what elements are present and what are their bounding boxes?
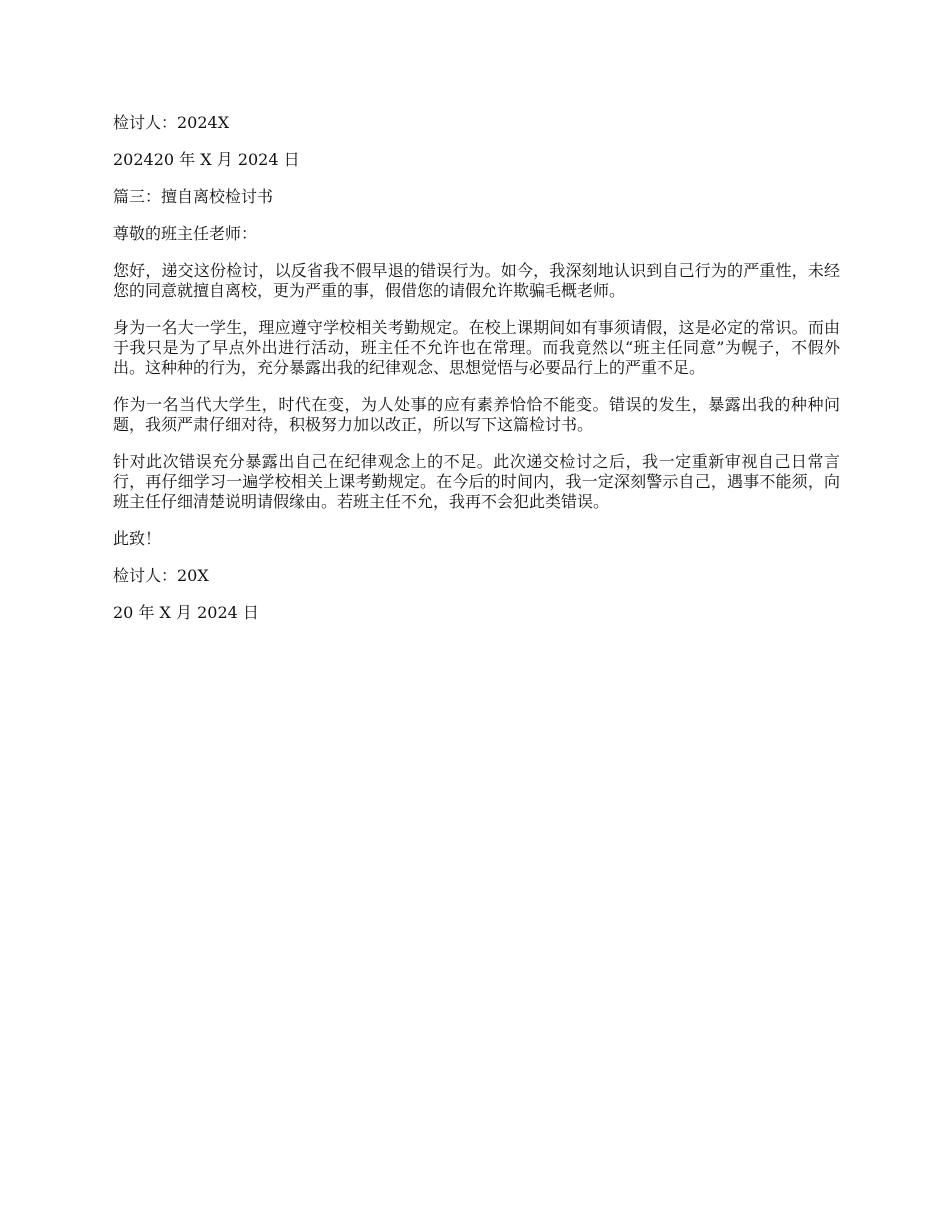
body-paragraph-1: 您好，递交这份检讨，以反省我不假早退的错误行为。如今，我深刻地认识到自己行为的严重性，未经您的同意就擅自离校，更为严重的事，假借您的请假允许欺骗毛概老师。: [113, 261, 840, 300]
date-line-bottom: 20 年 X 月 2024 日: [113, 603, 259, 622]
closing-line: 此致！: [113, 529, 162, 548]
date-line-top: 202420 年 X 月 2024 日: [113, 150, 300, 169]
salutation: 尊敬的班主任老师：: [113, 224, 258, 243]
body-paragraph-3: 作为一名当代大学生，时代在变，为人处事的应有素养恰恰不能变。错误的发生，暴露出我的种种问题，我须严肃仔细对待，积极努力加以改正，所以写下这篇检讨书。: [113, 395, 840, 434]
body-paragraph-2: 身为一名大一学生，理应遵守学校相关考勤规定。在校上课期间如有事须请假，这是必定的常识。而由于我只是为了早点外出进行活动，班主任不允许也在常理。而我竟然以“班主任同意”为幌子，不假外出。这种种的行为，充分暴露出我的纪律观念、思想觉悟与必要品行上的严重不足。: [113, 318, 840, 377]
signer-line-bottom: 检讨人：20X: [113, 566, 209, 585]
signer-line-top: 检讨人：2024X: [113, 113, 230, 132]
body-paragraph-4: 针对此次错误充分暴露出自己在纪律观念上的不足。此次递交检讨之后，我一定重新审视自己日常言行，再仔细学习一遍学校相关上课考勤规定。在今后的时间内，我一定深刻警示自己，遇事不能须，向班主任仔细清楚说明请假缘由。若班主任不允，我再不会犯此类错误。: [113, 452, 840, 511]
document-page: [113, 113, 840, 640]
section-title: 篇三：擅自离校检讨书: [113, 187, 274, 206]
